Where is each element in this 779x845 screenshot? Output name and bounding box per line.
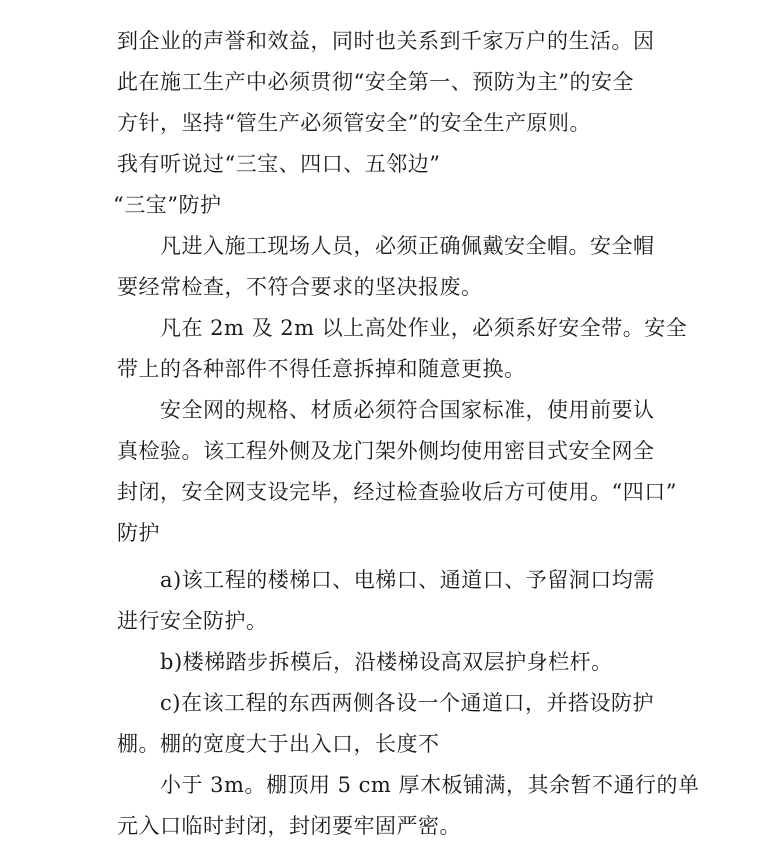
text-line: 棚。棚的宽度大于出入口，长度不 bbox=[117, 732, 440, 756]
text-line: 封闭，安全网支设完毕，经过检查验收后方可使用。“四口” bbox=[117, 480, 677, 504]
text-line: 真检验。该工程外侧及龙门架外侧均使用密目式安全网全 bbox=[117, 439, 655, 463]
text-line: 进行安全防护。 bbox=[117, 609, 268, 633]
text-line: 防护 bbox=[117, 521, 160, 545]
section-heading: “三宝”防护 bbox=[113, 193, 222, 217]
text-line: a)该工程的楼梯口、电梯口、通道口、予留洞口均需 bbox=[160, 568, 655, 592]
text-line: 安全网的规格、材质必须符合国家标准，使用前要认 bbox=[160, 398, 655, 422]
text-line: 带上的各种部件不得任意拆掉和随意更换。 bbox=[117, 357, 526, 381]
text-line: 小于 3m。棚顶用 5 cm 厚木板铺满，其余暂不通行的单 bbox=[160, 773, 700, 797]
text-line: b)楼梯踏步拆模后，沿楼梯设高双层护身栏杆。 bbox=[160, 650, 613, 674]
text-line: 凡进入施工现场人员，必须正确佩戴安全帽。安全帽 bbox=[160, 234, 655, 258]
text-line: c)在该工程的东西两侧各设一个通道口，并搭设防护 bbox=[160, 691, 654, 715]
text-line: 此在施工生产中必须贯彻“安全第一、预防为主”的安全 bbox=[117, 70, 634, 94]
text-line: 元入口临时封闭，封闭要牢固严密。 bbox=[117, 814, 461, 838]
text-line: 要经常检查，不符合要求的坚决报废。 bbox=[117, 275, 483, 299]
text-line: 方针，坚持“管生产必须管安全”的安全生产原则。 bbox=[117, 111, 591, 135]
text-line: 到企业的声誉和效益，同时也关系到千家万户的生活。因 bbox=[117, 29, 655, 53]
text-line: 我有听说过“三宝、四口、五邻边” bbox=[117, 152, 441, 176]
text-line: 凡在 2m 及 2m 以上高处作业，必须系好安全带。安全 bbox=[160, 316, 688, 340]
